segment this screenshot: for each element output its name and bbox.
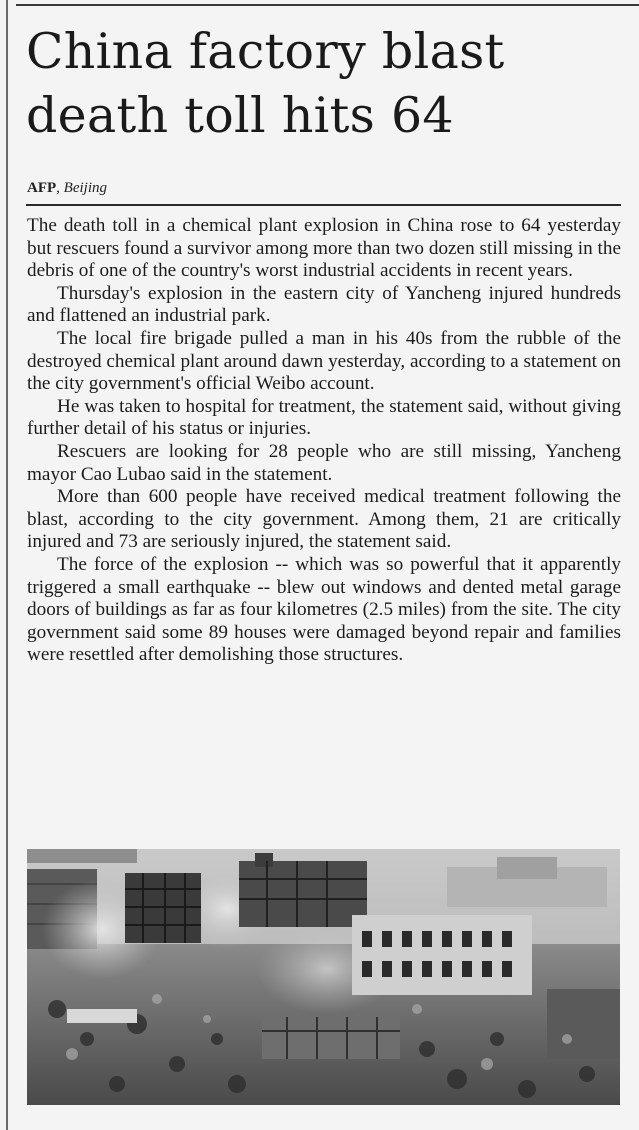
byline-separator: , xyxy=(56,180,64,196)
explosion-site-photo xyxy=(27,849,620,1105)
byline xyxy=(27,180,107,197)
paragraph: More than 600 people have received medical treatment following the blast, according to the city government. Among them, 21 are critically injured and 73 are seriously injured, the statement said. xyxy=(27,486,621,553)
paragraph: He was taken to hospital for treatment, the statement said, without giving further detail of his status or injuries. xyxy=(27,395,621,440)
top-rule xyxy=(16,4,639,6)
byline-agency: AFP xyxy=(27,180,57,196)
byline-city: Beijing xyxy=(63,180,107,196)
photo-illustration xyxy=(27,849,620,1105)
paragraph: Rescuers are looking for 28 people who are still missing, Yancheng mayor Cao Lubao said in the statement. xyxy=(27,440,621,485)
paragraph: The death toll in a chemical plant explosion in China rose to 64 yesterday but rescuers found a survivor among more than two dozen still missing in the debris of one of the country's worst industrial accidents in recent years. xyxy=(27,215,621,282)
byline-rule xyxy=(26,204,621,206)
article-body xyxy=(27,215,621,667)
paragraph: The force of the explosion -- which was so powerful that it apparently triggered a small earthquake -- blew out windows and dented metal garage doors of buildings as far as four kilometres (2.5 miles) from the site. The city government said some 89 houses were damaged beyond repair and families were resettled after demolishing those structures. xyxy=(27,553,621,666)
column-divider xyxy=(6,0,8,1130)
paragraph: Thursday's explosion in the eastern city of Yancheng injured hundreds and flattened an industrial park. xyxy=(27,282,621,327)
paragraph: The local fire brigade pulled a man in his 40s from the rubble of the destroyed chemical plant around dawn yesterday, according to a statement on the city government's official Weibo account. xyxy=(27,327,621,395)
headline: China factory blast death toll hits 64 xyxy=(26,23,505,144)
